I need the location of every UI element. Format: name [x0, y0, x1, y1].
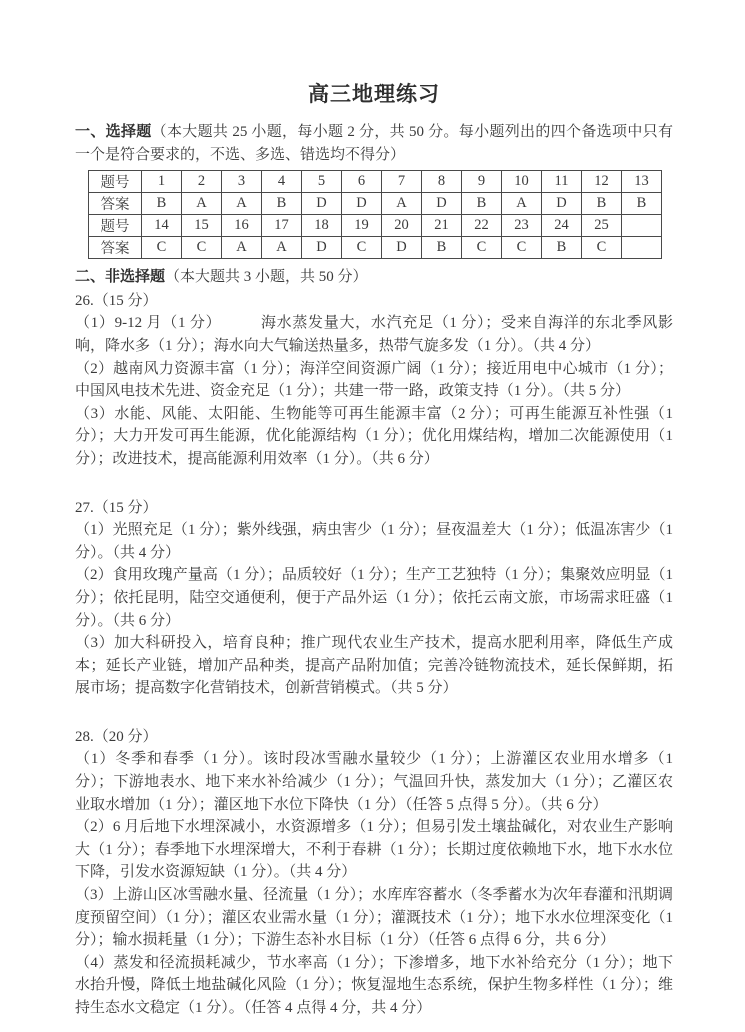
section2-heading [75, 266, 673, 289]
question-block [75, 290, 673, 471]
answer-cell: A [182, 193, 222, 215]
question-number-cell: 13 [622, 171, 662, 193]
answer-part: （2）食用玫瑰产量高（1 分）；品质较好（1 分）；生产工艺独特（1 分）；集聚效应明显（1 分）；依托昆明，陆空交通便利，便于产品外运（1 分）；依托云南文旅，市场需求旺盛（1 分）。（共 6 分） [75, 567, 673, 629]
answer-part: （3）加大科研投入，培育良种；推广现代农业生产技术，提高水肥利用率，降低生产成本；延长产业链，增加产品种类，提高产品附加值；完善冷链物流技术，延长保鲜期，拓展市场；提高数字化营销技术，创新营销模式。（共 5 分） [75, 635, 673, 697]
answer-table [88, 170, 662, 259]
question-number-cell: 9 [462, 171, 502, 193]
question-number: 27.（15 分） [75, 499, 158, 516]
question-number: 28.（20 分） [75, 728, 158, 745]
answer-part: （1）冬季和春季（1 分）。该时段冰雪融水量较少（1 分）；上游灌区农业用水增多（1 分）；下游地表水、地下来水补给减少（1 分）；气温回升快，蒸发加大（1 分）；乙灌区农业取水增加（1 分）；灌区地下水位下降快（1 分）（任答 5 点得 5 分）。（共 6 分） [75, 751, 673, 813]
question-number-cell: 12 [582, 171, 622, 193]
answer-cell: D [422, 193, 462, 215]
question-number-cell: 2 [182, 171, 222, 193]
answer-cell: B [542, 237, 582, 259]
question-number-cell: 23 [502, 215, 542, 237]
answer-table-row [89, 171, 662, 193]
answer-cell: D [382, 237, 422, 259]
question-number-cell: 19 [342, 215, 382, 237]
row-label: 答案 [89, 193, 142, 215]
question-number-cell: 6 [342, 171, 382, 193]
answer-cell: B [422, 237, 462, 259]
answer-cell: B [622, 193, 662, 215]
question-number-cell: 14 [142, 215, 182, 237]
answer-cell: D [302, 237, 342, 259]
answer-cell: B [462, 193, 502, 215]
answer-cell: D [302, 193, 342, 215]
answer-part: （1）光照充足（1 分）；紫外线强，病虫害少（1 分）；昼夜温差大（1 分）；低温冻害少（1 分）。（共 4 分） [75, 522, 673, 561]
question-number-cell: 25 [582, 215, 622, 237]
page-title: 高三地理练习 [308, 82, 440, 106]
answer-cell: A [222, 193, 262, 215]
answer-cell: A [222, 237, 262, 259]
question-number: 26.（15 分） [75, 292, 158, 309]
answer-cell: C [462, 237, 502, 259]
questions-container [75, 290, 673, 1020]
question-number-cell: 18 [302, 215, 342, 237]
question-number-cell: 3 [222, 171, 262, 193]
answer-table-row [89, 215, 662, 237]
answer-cell: C [342, 237, 382, 259]
section2-heading-bold: 二、非选择题 [75, 269, 166, 286]
question-number-cell: 17 [262, 215, 302, 237]
question-number-cell: 24 [542, 215, 582, 237]
question-block [75, 726, 673, 1020]
question-number-cell [622, 215, 662, 237]
question-number-cell: 1 [142, 171, 182, 193]
question-number-cell: 22 [462, 215, 502, 237]
answer-cell [622, 237, 662, 259]
answer-cell: B [582, 193, 622, 215]
answer-cell: A [262, 237, 302, 259]
row-label: 答案 [89, 237, 142, 259]
question-block [75, 497, 673, 700]
question-number-cell: 10 [502, 171, 542, 193]
answer-part: （1）9-12 月（1 分） 海水蒸发量大，水汽充足（1 分）；受来自海洋的东北季风影响，降水多（1 分）；海水向大气输送热量多，热带气旋多发（1 分）。（共 4 分） [75, 315, 673, 354]
answer-table-row [89, 193, 662, 215]
question-number-cell: 7 [382, 171, 422, 193]
answer-cell: A [382, 193, 422, 215]
answer-cell: A [502, 193, 542, 215]
answer-part: （2）6 月后地下水埋深减小，水资源增多（1 分）；但易引发土壤盐碱化，对农业生产影响大（1 分）；春季地下水埋深增大，不利于春耕（1 分）；长期过度依赖地下水，地下水水位下降，引发水资源短缺（1 分）。（共 4 分） [75, 819, 673, 881]
section1-heading [75, 121, 673, 166]
question-number-cell: 21 [422, 215, 462, 237]
answer-part: （3）水能、风能、太阳能、生物能等可再生能源丰富（2 分）；可再生能源互补性强（1 分）；大力开发可再生能源，优化能源结构（1 分）；优化用煤结构，增加二次能源使用（1 分）；改进技术，提高能源利用效率（1 分）。（共 6 分） [75, 405, 673, 467]
answer-cell: C [582, 237, 622, 259]
question-number-cell: 15 [182, 215, 222, 237]
question-number-cell: 16 [222, 215, 262, 237]
question-number-cell: 4 [262, 171, 302, 193]
answer-cell: B [262, 193, 302, 215]
question-number-cell: 11 [542, 171, 582, 193]
answer-part: （3）上游山区冰雪融水量、径流量（1 分）；水库库容蓄水（冬季蓄水为次年春灌和汛期调度预留空间）（1 分）；灌区农业需水量（1 分）；灌溉技术（1 分）；地下水水位埋深变化（1 分）；输水损耗量（1 分）；下游生态补水目标（1 分）（任答 6 点得 6 分，共 6 分） [75, 887, 673, 949]
answer-cell: D [542, 193, 582, 215]
section1-heading-bold: 一、选择题 [75, 124, 152, 140]
section1-heading-text: （本大题共 25 小题，每小题 2 分，共 50 分。每小题列出的四个备选项中只有一个是符合要求的，不选、多选、错选均不得分） [75, 124, 673, 163]
answer-cell: C [142, 237, 182, 259]
question-number-cell: 5 [302, 171, 342, 193]
row-label: 题号 [89, 171, 142, 193]
question-number-cell: 20 [382, 215, 422, 237]
section2-heading-text: （本大题共 3 小题，共 50 分） [165, 269, 368, 286]
answer-cell: C [182, 237, 222, 259]
answer-part: （2）越南风力资源丰富（1 分）；海洋空间资源广阔（1 分）；接近用电中心城市（1 分）；中国风电技术先进、资金充足（1 分）；共建一带一路，政策支持（1 分）。（共 5 分） [75, 360, 673, 400]
answer-cell: C [502, 237, 542, 259]
question-number-cell: 8 [422, 171, 462, 193]
answer-cell: B [142, 193, 182, 215]
row-label: 题号 [89, 215, 142, 237]
answer-cell: D [342, 193, 382, 215]
answer-part: （4）蒸发和径流损耗减少，节水率高（1 分）；下渗增多，地下水补给充分（1 分）；地下水抬升慢，降低土地盐碱化风险（1 分）；恢复湿地生态系统，保护生物多样性（1 分）；维持生态水文稳定（1 分）。（任答 4 点得 4 分，共 4 分） [75, 954, 673, 1016]
answer-table-row [89, 237, 662, 259]
